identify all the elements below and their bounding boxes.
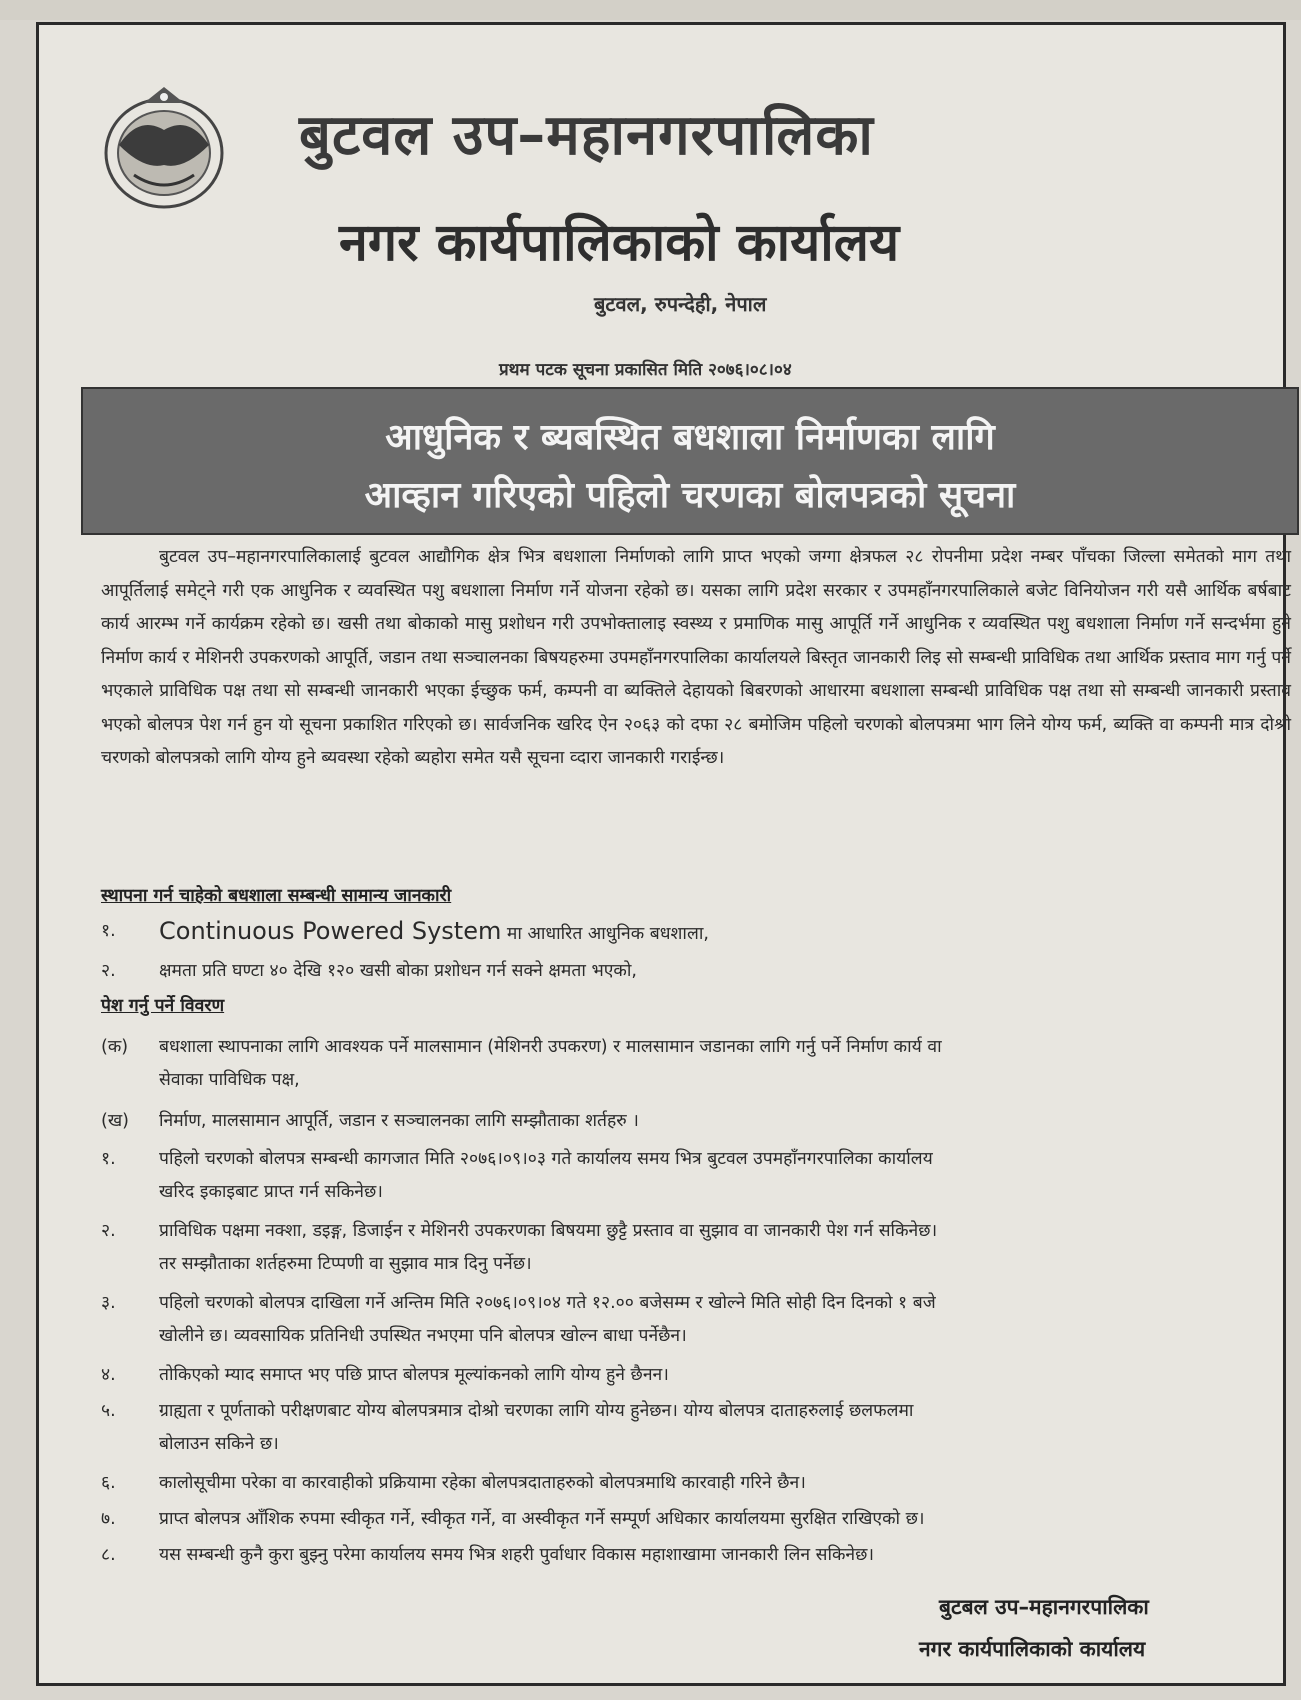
- item-text-cont: तर सम्झौताका शर्तहरुमा टिप्पणी वा सुझाव मात्र दिनु पर्नेछ।: [159, 1254, 532, 1274]
- notice-paper: [36, 22, 1291, 1686]
- page-top-strip: [0, 0, 1301, 20]
- item-text: निर्माण, मालसामान आपूर्ति, जडान र सञ्चालनका लागि सम्झौताका शर्तहरु ।: [159, 1111, 639, 1131]
- banner-line-1: आधुनिक र ब्यबस्थित बधशाला निर्माणका लागि: [385, 417, 995, 458]
- item-text: यस सम्बन्धी कुनै कुरा बुझ्नु परेमा कार्यालय समय भित्र शहरी पुर्वाधार विकास महाशाखामा जानकारी लिन सकिनेछ।: [159, 1545, 875, 1565]
- item-text: मा आधारित आधुनिक बधशाला,: [501, 924, 709, 944]
- item-text-cont: सेवाका पाविधिक पक्ष,: [159, 1070, 300, 1090]
- office-name-heading: नगर कार्यपालिकाको कार्यालय: [339, 213, 900, 273]
- item-number: ५.: [101, 1401, 116, 1421]
- item-number: (ख): [101, 1111, 129, 1131]
- details-heading: पेश गर्नु पर्ने विवरण: [101, 996, 225, 1016]
- item-text: तोकिएको म्याद समाप्त भए पछि प्राप्त बोलपत्र मूल्यांकनको लागि योग्य हुने छैनन।: [159, 1365, 669, 1385]
- item-text-cont: बोलाउन सकिने छ।: [159, 1434, 279, 1454]
- item-number: २.: [101, 961, 116, 981]
- item-text-cont: खरिद इकाइबाट प्राप्त गर्न सकिनेछ।: [159, 1182, 383, 1202]
- item-number: ४.: [101, 1365, 116, 1385]
- general-info-heading: स्थापना गर्न चाहेको बधशाला सम्बन्धी सामान्य जानकारी: [101, 886, 452, 906]
- item-text: कालोसूचीमा परेका वा कारवाहीको प्रक्रियामा रहेका बोलपत्रदाताहरुको बोलपत्रमाथि कारवाही गरिने छैन।: [159, 1473, 806, 1493]
- item-number: ६.: [101, 1473, 116, 1493]
- item-number: ३.: [101, 1293, 116, 1313]
- office-address: बुटवल, रुपन्देही, नेपाल: [594, 292, 767, 316]
- signature-org: बुटबल उप–महानगरपालिका: [939, 1595, 1149, 1619]
- general-info-item: [101, 915, 1251, 951]
- item-text: प्राप्त बोलपत्र आँशिक रुपमा स्वीकृत गर्ने, स्वीकृत गर्ने, वा अस्वीकृत गर्ने सम्पूर्ण अधिकार कार्यालयमा सुरक्षित राखिएको छ।: [159, 1509, 925, 1529]
- system-name: Continuous Powered System: [159, 917, 502, 945]
- signature-office: नगर कार्यपालिकाको कार्यालय: [919, 1637, 1146, 1661]
- banner-line-2: आव्हान गरिएको पहिलो चरणका बोलपत्रको सूचना: [364, 475, 1016, 516]
- government-emblem-icon: [89, 75, 239, 215]
- item-number: १.: [101, 1149, 116, 1169]
- item-number: (क): [101, 1037, 129, 1057]
- item-number: १.: [101, 921, 116, 941]
- item-text-cont: खोलीने छ। व्यवसायिक प्रतिनिधी उपस्थित नभएमा पनि बोलपत्र खोल्न बाधा पर्नेछैन।: [159, 1326, 687, 1346]
- notice-title-banner: [81, 387, 1299, 535]
- item-text: पहिलो चरणको बोलपत्र दाखिला गर्ने अन्तिम मिति २०७६।०९।०४ गते १२.०० बजेसम्म र खोल्ने मिति सोही दिन दिनको १ बजे: [159, 1293, 936, 1313]
- item-text: ग्राह्यता र पूर्णताको परीक्षणबाट योग्य बोलपत्रमात्र दोश्रो चरणका लागि योग्य हुनेछन। योग्य बोलपत्र दाताहरुलाई छलफलमा: [159, 1401, 914, 1421]
- general-info-item: [101, 955, 1251, 991]
- org-name-heading: बुटवल उप–महानगरपालिका: [299, 103, 874, 168]
- item-text: प्राविधिक पक्षमा नक्शा, डइङ्ग, डिजाईन र मेशिनरी उपकरणका बिषयमा छुट्टै प्रस्ताव वा सुझाव वा जानकारी पेश गर्न सकिनेछ।: [159, 1221, 938, 1241]
- item-number: २.: [101, 1221, 116, 1241]
- intro-paragraph: बुटवल उप–महानगरपालिकालाई बुटवल आद्यौगिक क्षेत्र भित्र बधशाला निर्माणको लागि प्राप्त भएको जग्गा क्षेत्रफल २८ रोपनीमा प्रदेश नम्बर पाँचका जिल्ला समेतको माग तथा आपूर्तिलाई समेट्ने गरी एक आधुनिक र व्यवस्थित पशु बधशाला निर्माण गर्ने योजना रहेको छ। यसका लागि प्रदेश सरकार र उपमहाँनगरपालिकाले बजेट विनियोजन गरी यसै आर्थिक बर्षबाट कार्य आरम्भ गर्ने कार्यक्रम रहेको छ। खसी तथा बोकाको मासु प्रशोधन गरी उपभोक्तालाइ स्वस्थ्य र प्रमाणिक मासु आपूर्ति गर्ने आधुनिक र व्यवस्थित पशु बधशाला निर्माण गर्ने सन्दर्भमा हुने निर्माण कार्य र मेशिनरी उपकरणको आपूर्ति, जडान तथा सञ्चालनका बिषयहरुमा उपमहाँनगरपालिका कार्यालयले बिस्तृत जानकारी लिइ सो सम्बन्धी प्राविधिक तथा आर्थिक प्रस्ताव माग गर्नु पर्ने भएकाले प्राविधिक पक्ष तथा सो सम्बन्धी जानकारी भएका ईच्छुक फर्म, कम्पनी वा ब्यक्तिले देहायको बिबरणको आधारमा बधशाला सम्बन्धी प्राविधिक पक्ष तथा सो सम्बन्धी जानकारी प्रस्ताव भएको बोलपत्र पेश गर्न हुन यो सूचना प्रकाशित गरिएको छ। सार्वजनिक खरिद ऐन २०६३ को दफा २८ बमोजिम पहिलो चरणको बोलपत्रमा भाग लिने योग्य फर्म, ब्यक्ति वा कम्पनी मात्र दोश्रो चरणको बोलपत्रको लागि योग्य हुने ब्यवस्था रहेको ब्यहोरा समेत यसै सूचना व्दारा जानकारी गराईन्छ।: [101, 547, 1291, 768]
- item-number: ७.: [101, 1509, 116, 1529]
- item-text: बधशाला स्थापनाका लागि आवश्यक पर्ने मालसामान (मेशिनरी उपकरण) र मालसामान जडानका लागि गर्नु पर्ने निर्माण कार्य वा: [159, 1037, 942, 1057]
- item-text: पहिलो चरणको बोलपत्र सम्बन्धी कागजात मिति २०७६।०९।०३ गते कार्यालय समय भित्र बुटवल उपमहाँनगरपालिका कार्यालय: [159, 1149, 933, 1169]
- item-text: क्षमता प्रति घण्टा ४० देखि १२० खसी बोका प्रशोधन गर्न सक्ने क्षमता भएको,: [159, 961, 637, 981]
- item-number: ८.: [101, 1545, 116, 1565]
- publish-date: प्रथम पटक सूचना प्रकासित मिति २०७६।०८।०४: [499, 360, 792, 380]
